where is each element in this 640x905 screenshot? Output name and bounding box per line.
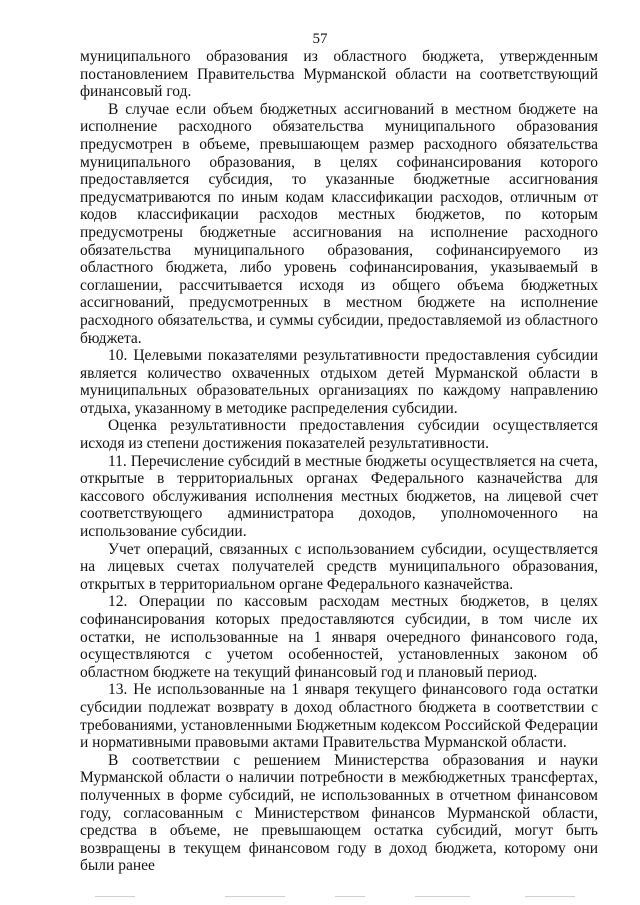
paragraph-item-10: 10. Целевыми показателями результативности предоставления субсидии является количество охваченных отдыхом детей Мурманской области в муниципальных образовательных организациях по каждому направлению отдыха, указанному в методике распределения субсидии. — [80, 347, 598, 417]
paragraph-item-12: 12. Операции по кассовым расходам местных бюджетов, в целях софинансирования которых предоставляются субсидии, в том числе их остатки, не использованные на 1 января очередного финансового года, осуществляются с учетом особенностей, установленных законом об областном бюджете на текущий финансовый год и плановый период. — [80, 593, 598, 681]
paragraph-effectiveness-assessment: Оценка результативности предоставления субсидии осуществляется исходя из степени достижения показателей результативности. — [80, 417, 598, 453]
paragraph-item-11: 11. Перечисление субсидий в местные бюджеты осуществляется на счета, открытые в территориальных органах Федерального казначейства для кассового обслуживания исполнения местных бюджетов, на лицевой счет соответствующего администратора доходов, уполномоченного на использование субсидии. — [80, 452, 598, 541]
page-number: 57 — [312, 31, 328, 47]
paragraph-operations-accounting: Учет операций, связанных с использованием субсидии, осуществляется на лицевых счетах получателей средств муниципального образования, открытых в территориальном органе Федерального казначейства. — [80, 540, 598, 593]
paragraph-item-13: 13. Не использованные на 1 января текущего финансового года остатки субсидии подлежат возврату в доход областного бюджета в соответствии с требованиями, установленными Бюджетным кодексом Российской Федерации и нормативными правовыми актами Правительства Мурманской области. — [80, 681, 598, 752]
paragraph-budget-allocations: В случае если объем бюджетных ассигнований в местном бюджете на исполнение расходного обязательства муниципального образования предусмотрен в объеме, превышающем размер расходного обязательства муниципального образования, в целях софинансирования которого предоставляется субсидия, то указанные бюджетные ассигнования предусматриваются по иным кодам классификации расходов, отличным от кодов классификации расходов местных бюджетов, по которым предусмотрены бюджетные ассигнования на исполнение расходного обязательства муниципального образования, софинансируемого из областного бюджета, либо уровень софинансирования, указываемый в соглашении, рассчитывается исходя из общего объема бюджетных ассигнований, предусмотренных в местном бюджете на исполнение расходного обязательства, и суммы субсидии, предоставляемой из областного бюджета. — [80, 100, 598, 347]
scan-footer-marks — [0, 894, 640, 900]
paragraph-ministry-decision: В соответствии с решением Министерства образования и науки Мурманской области о наличии потребности в межбюджетных трансфертах, полученных в форме субсидий, не использованных в отчетном финансовом году, согласованным с Министерством финансов Мурманской области, средства в объеме, не превышающем остатка субсидий, могут быть возвращены в текущем финансовом году в доход бюджета, которому они были ранее — [80, 751, 598, 875]
paragraph-continuation: муниципального образования из областного бюджета, утвержденным постановлением Правительства Мурманской области на соответствующий финансовый год. — [80, 48, 598, 101]
document-body — [80, 48, 598, 875]
